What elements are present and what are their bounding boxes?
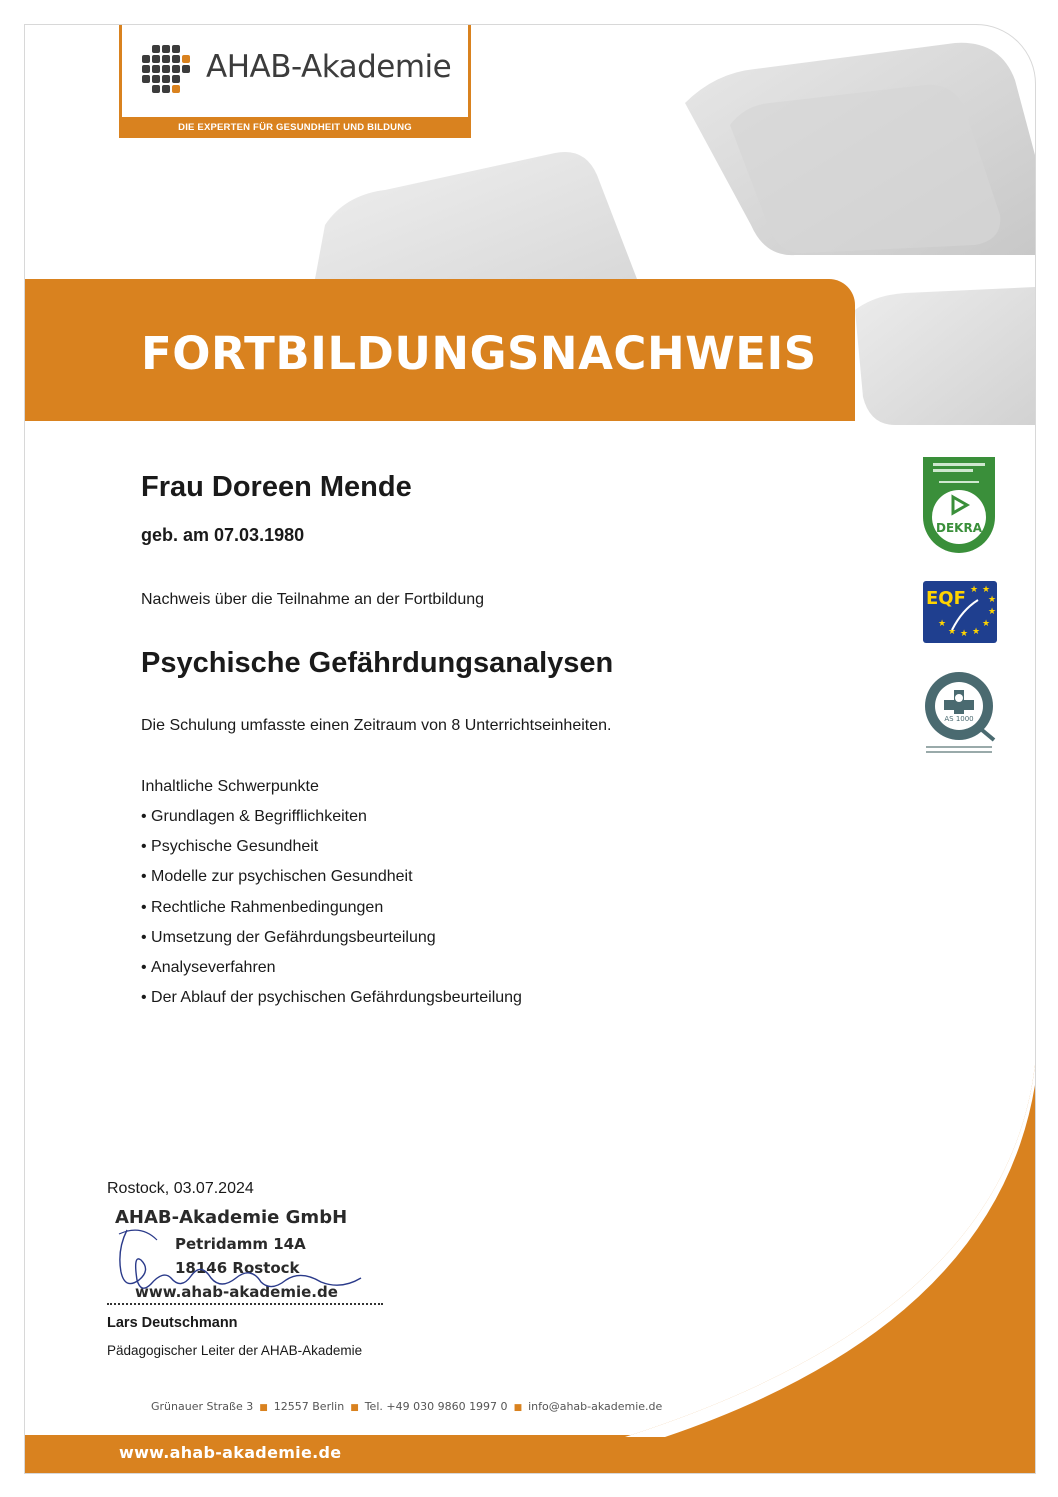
- as1000-label: AS 1000: [944, 715, 974, 723]
- signature-line: [107, 1303, 383, 1305]
- separator-icon: ■: [259, 1403, 268, 1413]
- list-item: • Rechtliche Rahmenbedingungen: [141, 899, 522, 929]
- address-city: 12557 Berlin: [273, 1400, 345, 1413]
- svg-text:★: ★: [938, 619, 947, 629]
- dekra-label: DEKRA: [936, 521, 982, 535]
- logo-text: AHAB-Akademie: [206, 49, 452, 85]
- stamp-line: Petridamm 14A: [175, 1235, 306, 1253]
- address-phone: Tel. +49 030 9860 1997 0: [364, 1400, 508, 1413]
- address-email: info@ahab-akademie.de: [528, 1400, 663, 1413]
- handwritten-signature: [111, 1220, 371, 1300]
- topics-list: [141, 808, 522, 1019]
- address-line: [151, 1400, 662, 1413]
- place-date: Rostock, 03.07.2024: [107, 1180, 254, 1197]
- svg-text:★: ★: [970, 585, 979, 595]
- eqf-eu-badge: [922, 580, 998, 644]
- decorative-swoosh: [625, 1065, 1035, 1437]
- recipient-name: Frau Doreen Mende: [141, 471, 412, 503]
- svg-text:★: ★: [988, 607, 997, 617]
- topics-heading: Inhaltliche Schwerpunkte: [141, 778, 319, 795]
- signer-name: Lars Deutschmann: [107, 1315, 238, 1331]
- list-item: • Umsetzung der Gefährdungsbeurteilung: [141, 929, 522, 959]
- list-item: • Psychische Gesundheit: [141, 838, 522, 868]
- stamp-line: AHAB-Akademie GmbH: [115, 1207, 348, 1228]
- svg-text:★: ★: [988, 595, 997, 605]
- list-item: • Modelle zur psychischen Gesundheit: [141, 868, 522, 898]
- certificate-page: [24, 24, 1036, 1474]
- svg-text:★: ★: [972, 627, 981, 637]
- course-title: Psychische Gefährdungsanalysen: [141, 647, 614, 679]
- footer-bar: [25, 1435, 1035, 1473]
- svg-text:★: ★: [948, 627, 957, 637]
- svg-text:★: ★: [960, 629, 969, 639]
- separator-icon: ■: [350, 1403, 359, 1413]
- footer-url[interactable]: www.ahab-akademie.de: [119, 1443, 342, 1462]
- date-of-birth: geb. am 07.03.1980: [141, 525, 305, 545]
- stamp-line: 18146 Rostock: [175, 1259, 300, 1277]
- intro-text: Nachweis über die Teilnahme an der Fortbildung: [141, 591, 485, 608]
- stamp-line: www.ahab-akademie.de: [135, 1283, 338, 1301]
- svg-text:★: ★: [982, 619, 991, 629]
- signer-role: Pädagogischer Leiter der AHAB-Akademie: [107, 1343, 363, 1358]
- address-street: Grünauer Straße 3: [151, 1400, 254, 1413]
- list-item: • Analyseverfahren: [141, 959, 522, 989]
- ahab-logo-icon: [138, 43, 194, 99]
- list-item: • Grundlagen & Begrifflichkeiten: [141, 808, 522, 838]
- separator-icon: ■: [513, 1403, 523, 1413]
- list-item: • Der Ablauf der psychischen Gefährdungsbeurteilung: [141, 989, 522, 1019]
- as1000-badge: [918, 668, 1000, 760]
- svg-text:★: ★: [982, 585, 991, 595]
- title-banner: [25, 279, 855, 421]
- eqf-label: EQF: [926, 588, 966, 609]
- document-title: FORTBILDUNGSNACHWEIS: [141, 327, 817, 380]
- duration-text: Die Schulung umfasste einen Zeitraum von 8 Unterrichtseinheiten.: [141, 717, 612, 734]
- dekra-certification-badge: [921, 455, 997, 555]
- tagline: DIE EXPERTEN FÜR GESUNDHEIT UND BILDUNG: [119, 117, 471, 138]
